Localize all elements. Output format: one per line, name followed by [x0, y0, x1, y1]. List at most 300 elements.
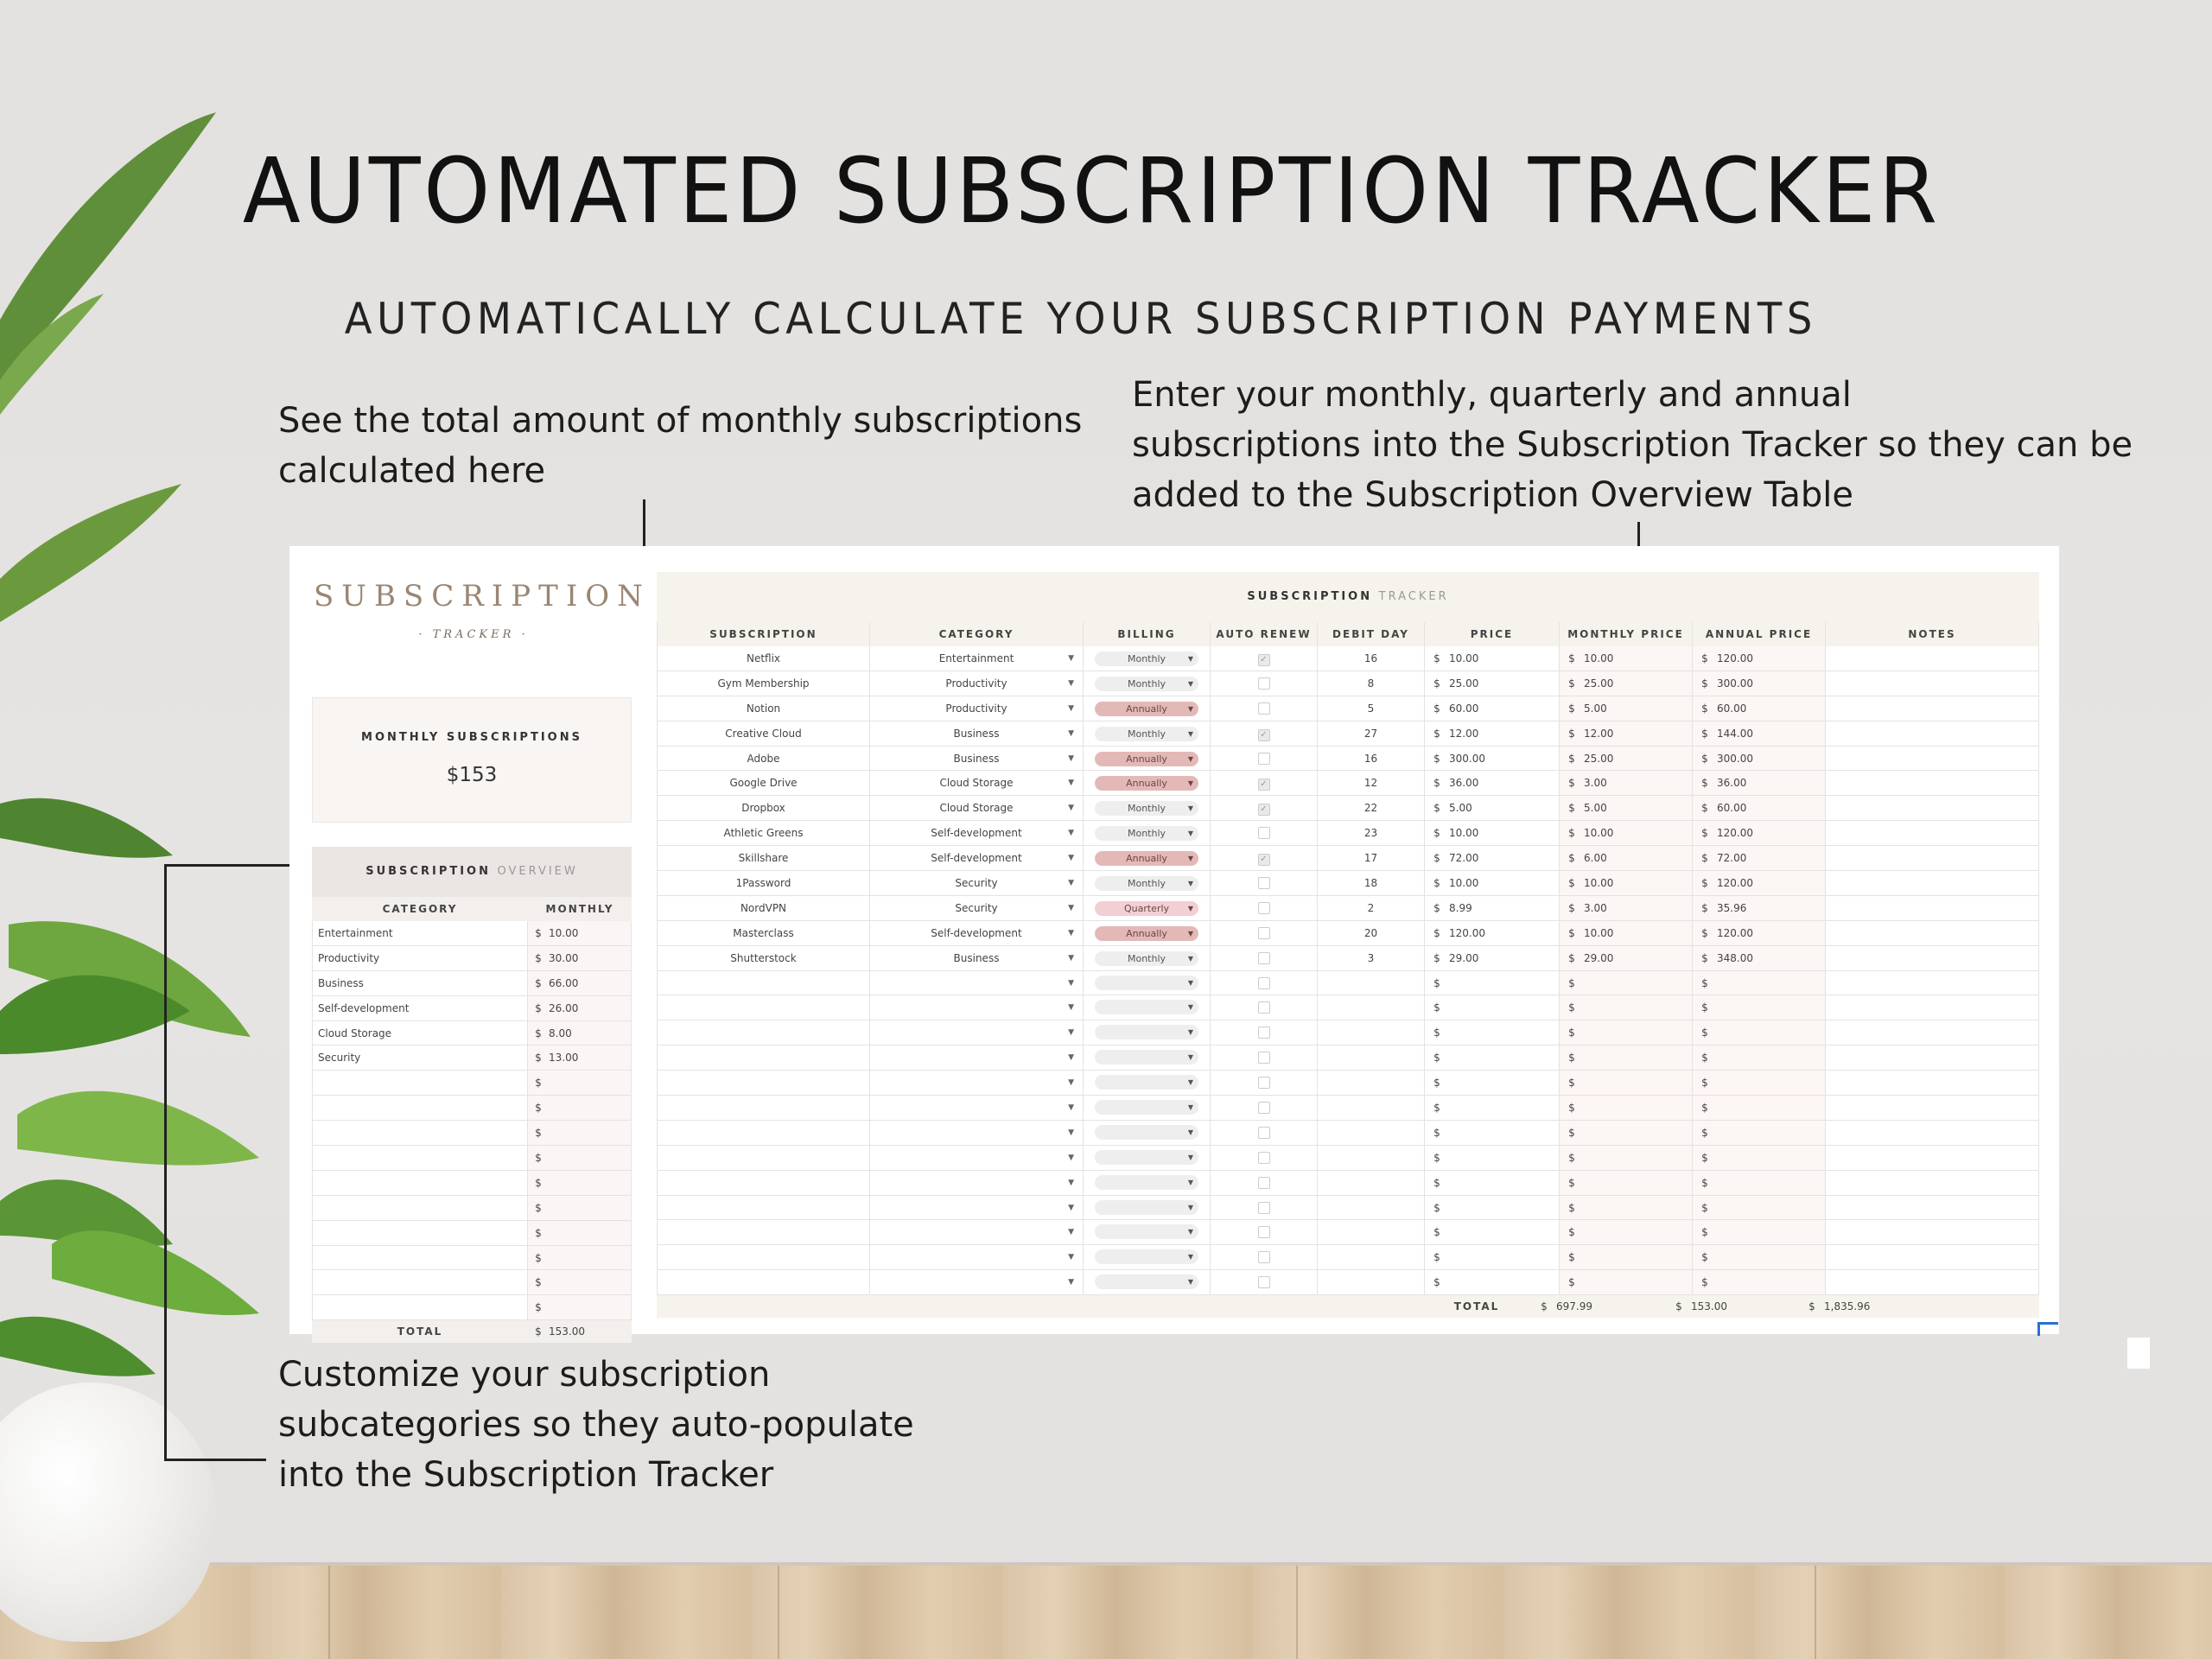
auto-renew-checkbox[interactable]: [1258, 1077, 1270, 1089]
category-dropdown[interactable]: [870, 1245, 1084, 1269]
price-cell[interactable]: [1425, 721, 1560, 746]
subscription-name-cell[interactable]: [657, 1196, 870, 1220]
tracker-row[interactable]: [657, 1245, 2039, 1270]
overview-category-cell[interactable]: Business: [312, 971, 528, 995]
overview-row[interactable]: [312, 996, 632, 1021]
subscription-name-cell[interactable]: [657, 1071, 870, 1095]
category-dropdown[interactable]: [870, 821, 1084, 845]
auto-renew-checkbox[interactable]: [1258, 1052, 1270, 1064]
dropdown-caret-icon[interactable]: ▼: [1068, 728, 1074, 738]
subscription-name-cell[interactable]: [657, 995, 870, 1020]
dropdown-caret-icon[interactable]: ▼: [1187, 855, 1193, 863]
subscription-name-cell[interactable]: 1Password: [657, 871, 870, 895]
billing-dropdown[interactable]: [1084, 796, 1211, 820]
price-cell[interactable]: [1425, 1020, 1560, 1045]
dropdown-caret-icon[interactable]: ▼: [1187, 704, 1193, 713]
auto-renew-checkbox[interactable]: [1258, 902, 1270, 914]
auto-renew-checkbox[interactable]: [1258, 753, 1270, 765]
price-cell[interactable]: [1425, 896, 1560, 920]
category-dropdown[interactable]: [870, 1270, 1084, 1294]
billing-pill[interactable]: [1095, 876, 1198, 891]
subscription-name-cell[interactable]: [657, 1270, 870, 1294]
dropdown-caret-icon[interactable]: ▼: [1068, 854, 1074, 863]
dropdown-caret-icon[interactable]: ▼: [1187, 754, 1193, 763]
billing-pill[interactable]: [1095, 951, 1198, 966]
auto-renew-checkbox[interactable]: [1258, 1251, 1270, 1263]
subscription-name-cell[interactable]: [657, 1020, 870, 1045]
price-cell[interactable]: [1425, 646, 1560, 671]
auto-renew-checkbox[interactable]: [1258, 827, 1270, 839]
tracker-row[interactable]: [657, 671, 2039, 696]
price-cell[interactable]: [1425, 995, 1560, 1020]
overview-row[interactable]: [312, 921, 632, 946]
tracker-row[interactable]: [657, 1020, 2039, 1046]
overview-row[interactable]: [312, 1071, 632, 1096]
dropdown-caret-icon[interactable]: ▼: [1187, 804, 1193, 813]
tracker-row[interactable]: [657, 1270, 2039, 1295]
billing-dropdown[interactable]: [1084, 1270, 1211, 1294]
overview-category-cell[interactable]: [312, 1270, 528, 1294]
billing-pill[interactable]: [1095, 1075, 1198, 1090]
price-cell[interactable]: [1425, 1046, 1560, 1070]
price-cell[interactable]: [1425, 1270, 1560, 1294]
overview-category-cell[interactable]: [312, 1295, 528, 1319]
price-cell[interactable]: [1425, 846, 1560, 870]
auto-renew-checkbox[interactable]: ✓: [1258, 854, 1270, 866]
billing-dropdown[interactable]: [1084, 1121, 1211, 1145]
billing-dropdown[interactable]: [1084, 821, 1211, 845]
debit-day-cell[interactable]: 16: [1318, 747, 1425, 771]
notes-cell[interactable]: [1826, 1245, 2039, 1269]
tracker-row[interactable]: [657, 1121, 2039, 1146]
billing-pill[interactable]: [1095, 702, 1198, 716]
subscription-name-cell[interactable]: Adobe: [657, 747, 870, 771]
notes-cell[interactable]: [1826, 1146, 2039, 1170]
auto-renew-checkbox[interactable]: [1258, 1027, 1270, 1039]
subscription-name-cell[interactable]: Athletic Greens: [657, 821, 870, 845]
tracker-row[interactable]: [657, 1071, 2039, 1096]
billing-dropdown[interactable]: [1084, 921, 1211, 945]
notes-cell[interactable]: [1826, 846, 2039, 870]
debit-day-cell[interactable]: [1318, 1270, 1425, 1294]
auto-renew-checkbox[interactable]: [1258, 952, 1270, 964]
auto-renew-checkbox[interactable]: ✓: [1258, 779, 1270, 791]
billing-dropdown[interactable]: [1084, 995, 1211, 1020]
category-dropdown[interactable]: [870, 1196, 1084, 1220]
billing-pill[interactable]: [1095, 1025, 1198, 1039]
billing-dropdown[interactable]: [1084, 1171, 1211, 1195]
notes-cell[interactable]: [1826, 921, 2039, 945]
billing-pill[interactable]: [1095, 776, 1198, 791]
dropdown-caret-icon[interactable]: ▼: [1187, 830, 1193, 838]
overview-row[interactable]: [312, 1221, 632, 1246]
subscription-name-cell[interactable]: [657, 1245, 870, 1269]
price-cell[interactable]: [1425, 671, 1560, 696]
billing-dropdown[interactable]: [1084, 721, 1211, 746]
dropdown-caret-icon[interactable]: ▼: [1068, 1253, 1074, 1262]
billing-dropdown[interactable]: [1084, 1096, 1211, 1120]
billing-dropdown[interactable]: [1084, 1071, 1211, 1095]
overview-row[interactable]: [312, 946, 632, 971]
overview-category-cell[interactable]: [312, 1121, 528, 1145]
price-cell[interactable]: [1425, 946, 1560, 970]
debit-day-cell[interactable]: 20: [1318, 921, 1425, 945]
dropdown-caret-icon[interactable]: ▼: [1068, 1228, 1074, 1237]
billing-dropdown[interactable]: [1084, 747, 1211, 771]
category-dropdown[interactable]: [870, 1146, 1084, 1170]
overview-category-cell[interactable]: [312, 1146, 528, 1170]
overview-category-cell[interactable]: Cloud Storage: [312, 1021, 528, 1046]
dropdown-caret-icon[interactable]: ▼: [1187, 1178, 1193, 1186]
tracker-row[interactable]: [657, 1096, 2039, 1121]
billing-dropdown[interactable]: [1084, 1046, 1211, 1070]
billing-dropdown[interactable]: [1084, 1196, 1211, 1220]
auto-renew-checkbox[interactable]: [1258, 1152, 1270, 1164]
dropdown-caret-icon[interactable]: ▼: [1068, 879, 1074, 888]
billing-pill[interactable]: [1095, 976, 1198, 990]
billing-pill[interactable]: [1095, 1050, 1198, 1065]
dropdown-caret-icon[interactable]: ▼: [1068, 1003, 1074, 1013]
debit-day-cell[interactable]: 22: [1318, 796, 1425, 820]
debit-day-cell[interactable]: [1318, 995, 1425, 1020]
category-dropdown[interactable]: [870, 921, 1084, 945]
dropdown-caret-icon[interactable]: ▼: [1068, 779, 1074, 788]
dropdown-caret-icon[interactable]: ▼: [1187, 779, 1193, 788]
tracker-row[interactable]: [657, 871, 2039, 896]
dropdown-caret-icon[interactable]: ▼: [1187, 1253, 1193, 1262]
subscription-name-cell[interactable]: Google Drive: [657, 771, 870, 795]
auto-renew-checkbox[interactable]: [1258, 1127, 1270, 1139]
tracker-row[interactable]: [657, 1196, 2039, 1221]
tracker-row[interactable]: [657, 696, 2039, 721]
dropdown-caret-icon[interactable]: ▼: [1068, 1153, 1074, 1162]
subscription-name-cell[interactable]: [657, 971, 870, 995]
dropdown-caret-icon[interactable]: ▼: [1187, 880, 1193, 888]
tracker-row[interactable]: [657, 1171, 2039, 1196]
dropdown-caret-icon[interactable]: ▼: [1187, 1028, 1193, 1037]
dropdown-caret-icon[interactable]: ▼: [1068, 928, 1074, 938]
dropdown-caret-icon[interactable]: ▼: [1187, 1078, 1193, 1087]
overview-category-cell[interactable]: Entertainment: [312, 921, 528, 945]
dropdown-caret-icon[interactable]: ▼: [1187, 1053, 1193, 1062]
debit-day-cell[interactable]: [1318, 1096, 1425, 1120]
billing-dropdown[interactable]: [1084, 1146, 1211, 1170]
overview-row[interactable]: [312, 1171, 632, 1196]
notes-cell[interactable]: [1826, 721, 2039, 746]
dropdown-caret-icon[interactable]: ▼: [1068, 654, 1074, 663]
price-cell[interactable]: [1425, 696, 1560, 721]
category-dropdown[interactable]: [870, 771, 1084, 795]
billing-dropdown[interactable]: [1084, 946, 1211, 970]
overview-row[interactable]: [312, 1121, 632, 1146]
debit-day-cell[interactable]: 3: [1318, 946, 1425, 970]
debit-day-cell[interactable]: [1318, 1046, 1425, 1070]
notes-cell[interactable]: [1826, 1171, 2039, 1195]
notes-cell[interactable]: [1826, 646, 2039, 671]
billing-dropdown[interactable]: [1084, 1020, 1211, 1045]
subscription-name-cell[interactable]: [657, 1171, 870, 1195]
overview-category-cell[interactable]: Security: [312, 1046, 528, 1070]
notes-cell[interactable]: [1826, 1121, 2039, 1145]
price-cell[interactable]: [1425, 971, 1560, 995]
category-dropdown[interactable]: [870, 1171, 1084, 1195]
category-dropdown[interactable]: [870, 721, 1084, 746]
tracker-row[interactable]: [657, 946, 2039, 971]
notes-cell[interactable]: [1826, 1220, 2039, 1244]
subscription-name-cell[interactable]: Creative Cloud: [657, 721, 870, 746]
dropdown-caret-icon[interactable]: ▼: [1068, 804, 1074, 813]
price-cell[interactable]: [1425, 871, 1560, 895]
billing-pill[interactable]: [1095, 677, 1198, 691]
debit-day-cell[interactable]: 23: [1318, 821, 1425, 845]
debit-day-cell[interactable]: 2: [1318, 896, 1425, 920]
notes-cell[interactable]: [1826, 1270, 2039, 1294]
category-dropdown[interactable]: [870, 1121, 1084, 1145]
tracker-row[interactable]: [657, 771, 2039, 796]
subscription-name-cell[interactable]: [657, 1046, 870, 1070]
overview-row[interactable]: [312, 1196, 632, 1221]
auto-renew-checkbox[interactable]: ✓: [1258, 804, 1270, 816]
price-cell[interactable]: [1425, 921, 1560, 945]
notes-cell[interactable]: [1826, 1046, 2039, 1070]
dropdown-caret-icon[interactable]: ▼: [1187, 1228, 1193, 1236]
dropdown-caret-icon[interactable]: ▼: [1187, 978, 1193, 987]
billing-pill[interactable]: [1095, 926, 1198, 941]
overview-row[interactable]: [312, 971, 632, 996]
billing-pill[interactable]: [1095, 1150, 1198, 1165]
notes-cell[interactable]: [1826, 896, 2039, 920]
category-dropdown[interactable]: [870, 646, 1084, 671]
overview-row[interactable]: [312, 1295, 632, 1320]
subscription-name-cell[interactable]: Gym Membership: [657, 671, 870, 696]
billing-dropdown[interactable]: [1084, 1220, 1211, 1244]
overview-category-cell[interactable]: [312, 1221, 528, 1245]
debit-day-cell[interactable]: [1318, 1196, 1425, 1220]
subscription-name-cell[interactable]: Netflix: [657, 646, 870, 671]
price-cell[interactable]: [1425, 796, 1560, 820]
price-cell[interactable]: [1425, 821, 1560, 845]
price-cell[interactable]: [1425, 1196, 1560, 1220]
billing-pill[interactable]: [1095, 652, 1198, 666]
subscription-name-cell[interactable]: Masterclass: [657, 921, 870, 945]
notes-cell[interactable]: [1826, 696, 2039, 721]
category-dropdown[interactable]: [870, 846, 1084, 870]
notes-cell[interactable]: [1826, 747, 2039, 771]
tracker-row[interactable]: [657, 796, 2039, 821]
auto-renew-checkbox[interactable]: [1258, 927, 1270, 939]
dropdown-caret-icon[interactable]: ▼: [1187, 954, 1193, 963]
dropdown-caret-icon[interactable]: ▼: [1068, 1128, 1074, 1137]
billing-pill[interactable]: [1095, 1249, 1198, 1264]
category-dropdown[interactable]: [870, 1071, 1084, 1095]
dropdown-caret-icon[interactable]: ▼: [1187, 1003, 1193, 1012]
category-dropdown[interactable]: [870, 796, 1084, 820]
debit-day-cell[interactable]: 17: [1318, 846, 1425, 870]
auto-renew-checkbox[interactable]: [1258, 1202, 1270, 1214]
tracker-row[interactable]: [657, 1146, 2039, 1171]
tracker-row[interactable]: [657, 971, 2039, 996]
category-dropdown[interactable]: [870, 946, 1084, 970]
category-dropdown[interactable]: [870, 1220, 1084, 1244]
dropdown-caret-icon[interactable]: ▼: [1068, 678, 1074, 688]
notes-cell[interactable]: [1826, 796, 2039, 820]
notes-cell[interactable]: [1826, 871, 2039, 895]
overview-category-cell[interactable]: Self-development: [312, 996, 528, 1020]
auto-renew-checkbox[interactable]: ✓: [1258, 729, 1270, 741]
notes-cell[interactable]: [1826, 821, 2039, 845]
notes-cell[interactable]: [1826, 1020, 2039, 1045]
billing-pill[interactable]: [1095, 1274, 1198, 1289]
debit-day-cell[interactable]: 8: [1318, 671, 1425, 696]
overview-row[interactable]: [312, 1146, 632, 1171]
tracker-row[interactable]: [657, 846, 2039, 871]
dropdown-caret-icon[interactable]: ▼: [1068, 1203, 1074, 1212]
auto-renew-checkbox[interactable]: [1258, 877, 1270, 889]
dropdown-caret-icon[interactable]: ▼: [1187, 1103, 1193, 1112]
dropdown-caret-icon[interactable]: ▼: [1068, 1178, 1074, 1187]
notes-cell[interactable]: [1826, 946, 2039, 970]
auto-renew-checkbox[interactable]: [1258, 1177, 1270, 1189]
dropdown-caret-icon[interactable]: ▼: [1187, 1278, 1193, 1287]
subscription-name-cell[interactable]: Notion: [657, 696, 870, 721]
debit-day-cell[interactable]: [1318, 1121, 1425, 1145]
dropdown-caret-icon[interactable]: ▼: [1187, 1153, 1193, 1161]
dropdown-caret-icon[interactable]: ▼: [1068, 703, 1074, 713]
dropdown-caret-icon[interactable]: ▼: [1187, 729, 1193, 738]
overview-category-cell[interactable]: [312, 1096, 528, 1120]
tracker-row[interactable]: [657, 896, 2039, 921]
dropdown-caret-icon[interactable]: ▼: [1068, 1278, 1074, 1287]
price-cell[interactable]: [1425, 1121, 1560, 1145]
auto-renew-checkbox[interactable]: ✓: [1258, 654, 1270, 666]
debit-day-cell[interactable]: [1318, 1220, 1425, 1244]
dropdown-caret-icon[interactable]: ▼: [1068, 1028, 1074, 1038]
auto-renew-checkbox[interactable]: [1258, 977, 1270, 989]
billing-dropdown[interactable]: [1084, 771, 1211, 795]
subscription-name-cell[interactable]: [657, 1121, 870, 1145]
billing-dropdown[interactable]: [1084, 871, 1211, 895]
price-cell[interactable]: [1425, 747, 1560, 771]
overview-category-cell[interactable]: [312, 1246, 528, 1270]
dropdown-caret-icon[interactable]: ▼: [1187, 929, 1193, 938]
subscription-name-cell[interactable]: Skillshare: [657, 846, 870, 870]
billing-pill[interactable]: [1095, 752, 1198, 766]
tracker-row[interactable]: [657, 646, 2039, 671]
dropdown-caret-icon[interactable]: ▼: [1068, 953, 1074, 963]
dropdown-caret-icon[interactable]: ▼: [1068, 1053, 1074, 1063]
auto-renew-checkbox[interactable]: [1258, 1226, 1270, 1238]
tracker-row[interactable]: [657, 921, 2039, 946]
notes-cell[interactable]: [1826, 1096, 2039, 1120]
dropdown-caret-icon[interactable]: ▼: [1187, 655, 1193, 663]
debit-day-cell[interactable]: [1318, 1171, 1425, 1195]
subscription-name-cell[interactable]: [657, 1220, 870, 1244]
subscription-name-cell[interactable]: [657, 1146, 870, 1170]
auto-renew-checkbox[interactable]: [1258, 1001, 1270, 1014]
notes-cell[interactable]: [1826, 971, 2039, 995]
billing-pill[interactable]: [1095, 1175, 1198, 1190]
notes-cell[interactable]: [1826, 671, 2039, 696]
billing-pill[interactable]: [1095, 901, 1198, 916]
overview-row[interactable]: [312, 1270, 632, 1295]
debit-day-cell[interactable]: [1318, 1245, 1425, 1269]
tracker-row[interactable]: [657, 995, 2039, 1020]
dropdown-caret-icon[interactable]: ▼: [1187, 1128, 1193, 1136]
price-cell[interactable]: [1425, 1071, 1560, 1095]
overview-category-cell[interactable]: Productivity: [312, 946, 528, 970]
price-cell[interactable]: [1425, 1171, 1560, 1195]
billing-dropdown[interactable]: [1084, 896, 1211, 920]
category-dropdown[interactable]: [870, 896, 1084, 920]
billing-dropdown[interactable]: [1084, 696, 1211, 721]
category-dropdown[interactable]: [870, 871, 1084, 895]
debit-day-cell[interactable]: [1318, 1146, 1425, 1170]
tracker-row[interactable]: [657, 747, 2039, 772]
overview-row[interactable]: [312, 1096, 632, 1121]
category-dropdown[interactable]: [870, 1046, 1084, 1070]
price-cell[interactable]: [1425, 771, 1560, 795]
auto-renew-checkbox[interactable]: [1258, 1276, 1270, 1288]
billing-pill[interactable]: [1095, 1224, 1198, 1239]
overview-category-cell[interactable]: [312, 1171, 528, 1195]
category-dropdown[interactable]: [870, 696, 1084, 721]
tracker-row[interactable]: [657, 1046, 2039, 1071]
billing-pill[interactable]: [1095, 801, 1198, 816]
billing-dropdown[interactable]: [1084, 971, 1211, 995]
notes-cell[interactable]: [1826, 1196, 2039, 1220]
overview-row[interactable]: [312, 1021, 632, 1046]
overview-row[interactable]: [312, 1046, 632, 1071]
debit-day-cell[interactable]: [1318, 1020, 1425, 1045]
category-dropdown[interactable]: [870, 971, 1084, 995]
category-dropdown[interactable]: [870, 995, 1084, 1020]
billing-pill[interactable]: [1095, 727, 1198, 741]
notes-cell[interactable]: [1826, 995, 2039, 1020]
dropdown-caret-icon[interactable]: ▼: [1187, 679, 1193, 688]
price-cell[interactable]: [1425, 1220, 1560, 1244]
auto-renew-checkbox[interactable]: [1258, 702, 1270, 715]
billing-pill[interactable]: [1095, 1100, 1198, 1115]
debit-day-cell[interactable]: [1318, 971, 1425, 995]
billing-dropdown[interactable]: [1084, 671, 1211, 696]
debit-day-cell[interactable]: 12: [1318, 771, 1425, 795]
overview-category-cell[interactable]: [312, 1196, 528, 1220]
dropdown-caret-icon[interactable]: ▼: [1068, 978, 1074, 988]
billing-pill[interactable]: [1095, 851, 1198, 866]
billing-pill[interactable]: [1095, 1000, 1198, 1014]
dropdown-caret-icon[interactable]: ▼: [1068, 903, 1074, 912]
tracker-row[interactable]: [657, 821, 2039, 846]
category-dropdown[interactable]: [870, 747, 1084, 771]
subscription-name-cell[interactable]: Shutterstock: [657, 946, 870, 970]
subscription-name-cell[interactable]: [657, 1096, 870, 1120]
subscription-name-cell[interactable]: NordVPN: [657, 896, 870, 920]
overview-category-cell[interactable]: [312, 1071, 528, 1095]
billing-dropdown[interactable]: [1084, 846, 1211, 870]
billing-pill[interactable]: [1095, 1200, 1198, 1215]
subscription-name-cell[interactable]: Dropbox: [657, 796, 870, 820]
debit-day-cell[interactable]: [1318, 1071, 1425, 1095]
billing-dropdown[interactable]: [1084, 646, 1211, 671]
debit-day-cell[interactable]: 16: [1318, 646, 1425, 671]
debit-day-cell[interactable]: 27: [1318, 721, 1425, 746]
notes-cell[interactable]: [1826, 1071, 2039, 1095]
overview-row[interactable]: [312, 1246, 632, 1271]
tracker-row[interactable]: [657, 1220, 2039, 1245]
billing-pill[interactable]: [1095, 826, 1198, 841]
price-cell[interactable]: [1425, 1096, 1560, 1120]
category-dropdown[interactable]: [870, 1020, 1084, 1045]
